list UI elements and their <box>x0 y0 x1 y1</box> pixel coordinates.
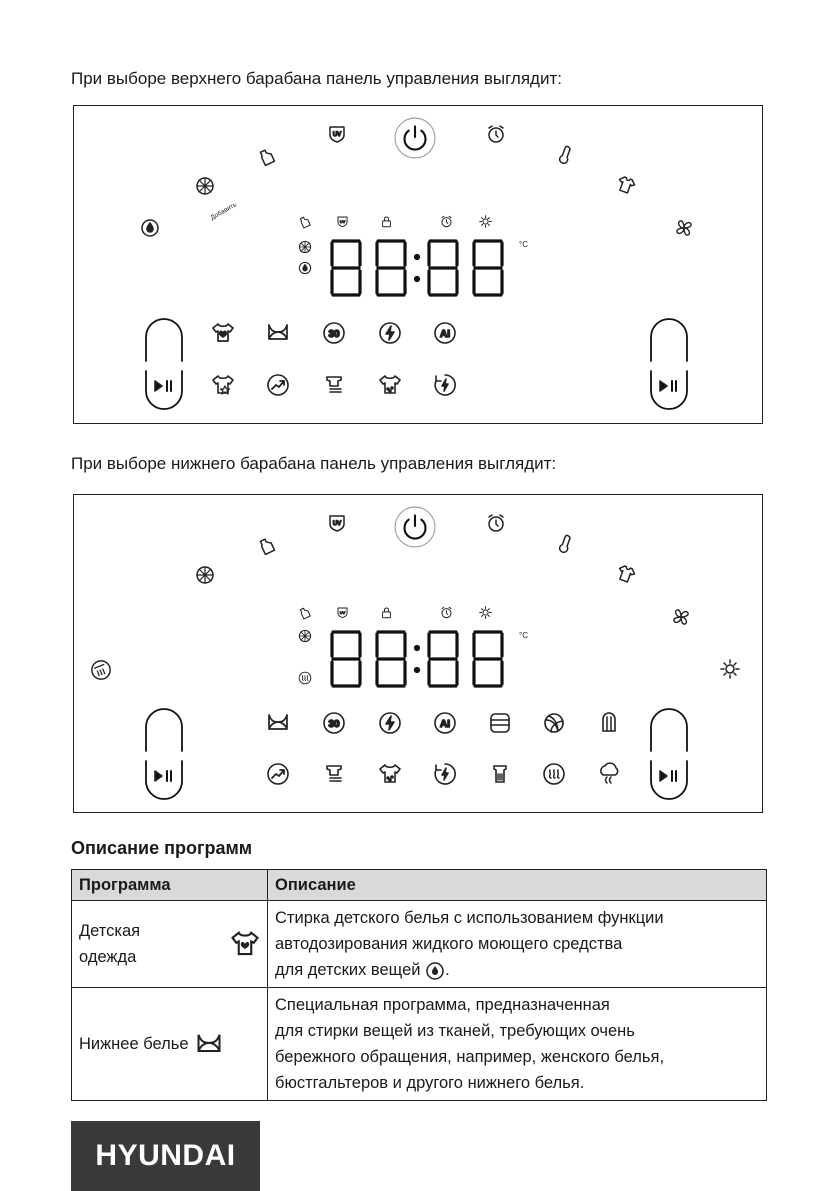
baby-clothes-icon <box>230 929 260 959</box>
digital-display <box>329 628 504 690</box>
start-pause-button-left[interactable] <box>144 318 184 410</box>
program-bulky-icon[interactable] <box>597 711 621 735</box>
description-line: бережного обращения, например, женского белья, <box>275 1048 665 1066</box>
program-express-icon[interactable] <box>378 711 402 735</box>
uv-indicator-icon <box>336 215 349 228</box>
detergent-bottle-icon <box>257 536 277 556</box>
celsius-label <box>519 629 535 641</box>
program-ai-icon[interactable] <box>433 321 457 345</box>
softener-flower-icon <box>195 176 215 196</box>
program-towels-icon[interactable] <box>488 711 512 735</box>
brand-logo: HYUNDAI <box>71 1121 260 1191</box>
description-line: бюстгальтеров и другого нижнего белья. <box>275 1074 585 1092</box>
section-title: Описание программ <box>71 838 253 858</box>
lock-indicator-icon <box>380 215 393 228</box>
lock-indicator-icon <box>380 606 393 619</box>
fan-icon <box>671 607 691 627</box>
program-wool-icon[interactable] <box>542 711 566 735</box>
table-header-description: Описание <box>268 870 767 901</box>
thermometer-icon <box>554 533 574 553</box>
add-label <box>209 201 252 224</box>
program-eco-icon[interactable] <box>433 762 457 786</box>
steam-indicator-icon <box>298 671 312 685</box>
alarm-indicator-icon <box>440 606 453 619</box>
description-line: Специальная программа, предназначенная <box>275 996 610 1014</box>
program-quick-30-icon[interactable] <box>322 711 346 735</box>
program-steam-icon[interactable] <box>542 762 566 786</box>
program-eco-icon[interactable] <box>433 373 457 397</box>
start-pause-button-right[interactable] <box>649 318 689 410</box>
shower-icon <box>90 659 112 681</box>
uv-icon <box>327 513 347 533</box>
program-ai-icon[interactable] <box>433 711 457 735</box>
sun-indicator-icon <box>479 606 492 619</box>
table-row <box>72 901 767 988</box>
program-favorite-icon[interactable] <box>211 373 235 397</box>
drop-icon <box>425 961 445 981</box>
program-table <box>71 869 767 1101</box>
softener-flower-icon <box>195 565 215 585</box>
fan-icon <box>674 218 694 238</box>
program-underwear-icon[interactable] <box>266 321 290 345</box>
svg-text:Добавить: Добавить <box>209 201 238 222</box>
program-underwear-icon[interactable] <box>266 711 290 735</box>
program-name-line: одежда <box>79 948 137 966</box>
description-cell <box>268 901 767 988</box>
program-heavy-soil-icon[interactable] <box>378 373 402 397</box>
start-pause-button-right[interactable] <box>649 708 689 800</box>
alarm-icon <box>486 513 506 533</box>
description-line: для стирки вещей из тканей, требующих очень <box>275 1022 635 1040</box>
spin-shirt-icon <box>616 175 636 195</box>
alarm-icon <box>486 124 506 144</box>
control-panel-upper <box>73 105 763 424</box>
uv-indicator-icon <box>336 606 349 619</box>
uv-icon <box>327 124 347 144</box>
celsius-label <box>519 238 535 250</box>
sun-indicator-icon <box>479 215 492 228</box>
detergent-indicator-icon <box>298 606 312 620</box>
program-drum-clean-icon[interactable] <box>266 762 290 786</box>
softener-indicator-icon <box>298 629 312 643</box>
softener-indicator-icon <box>298 240 312 254</box>
program-baby-clothes-icon[interactable] <box>211 321 235 345</box>
svg-text:°C: °C <box>519 631 528 640</box>
program-drum-clean-icon[interactable] <box>266 373 290 397</box>
thermometer-icon <box>554 144 574 164</box>
caption-upper-drum: При выборе верхнего барабана панель управления выглядит: <box>71 69 562 88</box>
spin-shirt-icon <box>616 564 636 584</box>
program-refresh-icon[interactable] <box>488 762 512 786</box>
table-header-program: Программа <box>72 870 268 901</box>
program-shirt-icon[interactable] <box>322 762 346 786</box>
program-express-icon[interactable] <box>378 321 402 345</box>
digital-display <box>329 237 504 299</box>
program-heavy-soil-icon[interactable] <box>378 762 402 786</box>
drop-icon <box>140 218 160 238</box>
program-dry-icon[interactable] <box>597 762 621 786</box>
detergent-indicator-icon <box>298 215 312 229</box>
start-pause-button-left[interactable] <box>144 708 184 800</box>
table-row <box>72 988 767 1101</box>
alarm-indicator-icon <box>440 215 453 228</box>
description-line: Стирка детского белья с использованием функции <box>275 909 664 927</box>
description-cell <box>268 988 767 1101</box>
drop-indicator-icon <box>298 261 312 275</box>
caption-lower-drum: При выборе нижнего барабана панель управления выглядит: <box>71 454 557 473</box>
program-name-line: Детская <box>79 922 141 940</box>
control-panel-lower <box>73 494 763 813</box>
sun-icon <box>720 659 740 679</box>
description-line: для детских вещей . <box>275 961 450 979</box>
power-icon[interactable] <box>394 117 436 159</box>
program-shirt-icon[interactable] <box>322 373 346 397</box>
underwear-icon <box>195 1030 223 1058</box>
program-quick-30-icon[interactable] <box>322 321 346 345</box>
program-name: Нижнее белье <box>79 1035 189 1053</box>
svg-text:°C: °C <box>519 240 528 249</box>
program-cell <box>72 988 268 1101</box>
detergent-bottle-icon <box>257 147 277 167</box>
program-cell <box>72 901 268 988</box>
power-icon[interactable] <box>394 506 436 548</box>
description-line: автодозирования жидкого моющего средства <box>275 935 623 953</box>
